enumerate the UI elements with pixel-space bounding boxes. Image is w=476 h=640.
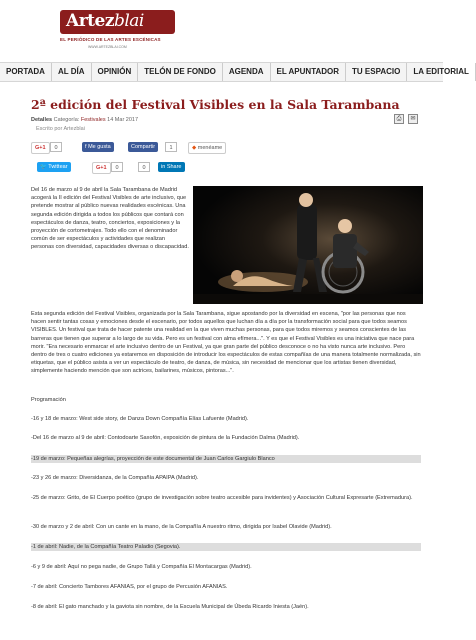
logo-text: Artezblai — [66, 11, 144, 31]
twitter-icon: 🐦 — [40, 164, 49, 170]
stage-photo-graphic — [193, 186, 423, 304]
program-item: -Del 16 de marzo al 9 de abril: Contodoarte Saxofón, exposición de pintura de la Fundación Dalma (Madrid). — [31, 435, 300, 441]
site-url: WWW.ARTEZBLAI.COM — [88, 45, 127, 49]
main-nav — [0, 62, 469, 82]
nav-telon-de-fondo[interactable]: TELÓN DE FONDO — [138, 63, 223, 81]
article-meta — [31, 117, 138, 123]
linkedin-icon: in — [161, 164, 167, 170]
tweet-button[interactable]: 🐦 Twittear — [37, 162, 71, 172]
nav-tu-espacio[interactable]: TU ESPACIO — [346, 63, 407, 81]
linkedin-share-button[interactable]: in Share — [158, 162, 185, 172]
site-tagline: EL PERIÓDICO DE LAS ARTES ESCÉNICAS — [60, 37, 161, 42]
linkedin-count: 0 — [138, 162, 150, 172]
facebook-like-button[interactable]: f Me gusta — [82, 142, 114, 152]
program-item: -30 de marzo y 2 de abril: Con un cante en la mano, de la Compañía A nuestro ritmo, dirigida por Isabel Olavide (Madrid). — [31, 524, 332, 530]
article-intro: Del 16 de marzo al 9 de abril la Sala Tarambana de Madrid acogerá la II edición del Festival Visibles de arte inclusivo, que pretende mostrar al público nuevas realidades escénicas. Una segunda edición dirigida a todos los públicos que contará con espectáculos de danza, teatro, conciertos, exposiciones y la proyección de cortometrajes. Todo ello con el denominador común de ser espectáculos y actividades que realizan personas con diversidad, capacidades diversas o discapacidad. — [31, 187, 189, 251]
facebook-share-button[interactable]: Compartir — [128, 142, 158, 152]
meneame-icon: ◆ — [192, 145, 198, 151]
gplus-count-2: 0 — [111, 162, 123, 172]
article-photo — [193, 186, 423, 304]
nav-agenda[interactable]: AGENDA — [223, 63, 271, 81]
category-label: Categoría: — [53, 117, 80, 123]
program-item: -16 y 18 de marzo: West side story, de Danza Down Compañía Elías Lafuente (Madrid). — [31, 416, 249, 422]
nav-el-apuntador[interactable]: EL APUNTADOR — [271, 63, 347, 81]
facebook-icon: f — [85, 144, 89, 150]
gplus-count: 0 — [50, 142, 62, 152]
program-item-highlighted: -19 de marzo: Pequeñas alegrías, proyección de este documental de Juan Carlos Gargiulo Blanco — [31, 455, 421, 463]
print-icon[interactable]: ⎙ — [394, 114, 404, 124]
nav-la-editorial[interactable]: LA EDITORIAL — [407, 63, 476, 81]
gplus-button-2[interactable]: G+1 — [92, 162, 111, 174]
program-item-highlighted: -1 de abril: Nadie, de la Compañía Teatro Paladio (Segovia). — [31, 543, 421, 551]
gplus-button[interactable]: G+1 — [31, 142, 50, 154]
site-header — [0, 0, 443, 62]
nav-portada[interactable]: PORTADA — [0, 63, 52, 81]
meneame-button[interactable]: ◆ menéame — [188, 142, 226, 154]
email-icon[interactable]: ✉ — [408, 114, 418, 124]
nav-al-dia[interactable]: AL DÍA — [52, 63, 92, 81]
meta-label: Detalles — [31, 117, 53, 123]
program-item: -8 de abril: El gato manchado y la gaviota sin nombre, de la Escuela Municipal de Úbeda Ricardo Iniesta (Jaén). — [31, 604, 309, 610]
program-item: -23 y 26 de marzo: Diversidanza, de la Compañía APAIPA (Madrid). — [31, 475, 199, 481]
article-body: Esta segunda edición del Festival Visibles, organizada por la Sala Tarambana, sigue apostando por la diversidad en escena, "por las personas que nos hacen sentir tantas cosas y emociones desde el escenario, por todos aquellos que luchan día a día por la transformación social para que todos seamos VISIBLES. Un festival que trata de hacer patente una realidad en la que viven muchas personas, para que todos miremos y seamos conscientes de las barreras que tienen que superar a lo largo de su vida. Pero es un festival con alma efímera...". Y es que el Festival Visibles es una iniciativa que nace para morir. "Era necesario enmarcar el arte inclusivo dentro de un Festival, ya que gran parte del público desconoce o no ha visto nunca arte inclusivo. Pero dentro de tres o cuatro ediciones ya estaremos en disposición de introducir los espectáculos de estas compañías de una manera totalmente normalizada, sin etiquetas, que el público asista a ver un espectáculo de teatro, de danza, de música, sin necesidad de mencionar que los artistas tienen diversidad, simplemente haciendo mención que son actrices, bailarines, músicos, pintoras...". — [31, 311, 421, 375]
category-link[interactable]: Festivales — [80, 117, 106, 123]
program-heading: Programación — [31, 397, 66, 403]
program-item: -7 de abril: Concierto Tambores AFANIAS, por el grupo de Percusión AFANIAS. — [31, 584, 228, 590]
program-item: -6 y 9 de abril: Aquí no pega nadie, de Grupo Tallá y Compañía El Montacargas (Madrid). — [31, 564, 252, 570]
article-author: Escrito por Artezblai — [36, 126, 85, 132]
nav-opinion[interactable]: OPINIÓN — [92, 63, 139, 81]
share-count: 1 — [165, 142, 177, 152]
program-item: -25 de marzo: Grito, de El Cuerpo poético (grupo de investigación sobre teatro accesible para invidentes) y Asociación Cultural Expresarte (Extremadura). — [31, 495, 413, 501]
article-title: 2ª edición del Festival Visibles en la Sala Tarambana — [31, 97, 400, 112]
article-date: 14 Mar 2017 — [107, 117, 139, 123]
